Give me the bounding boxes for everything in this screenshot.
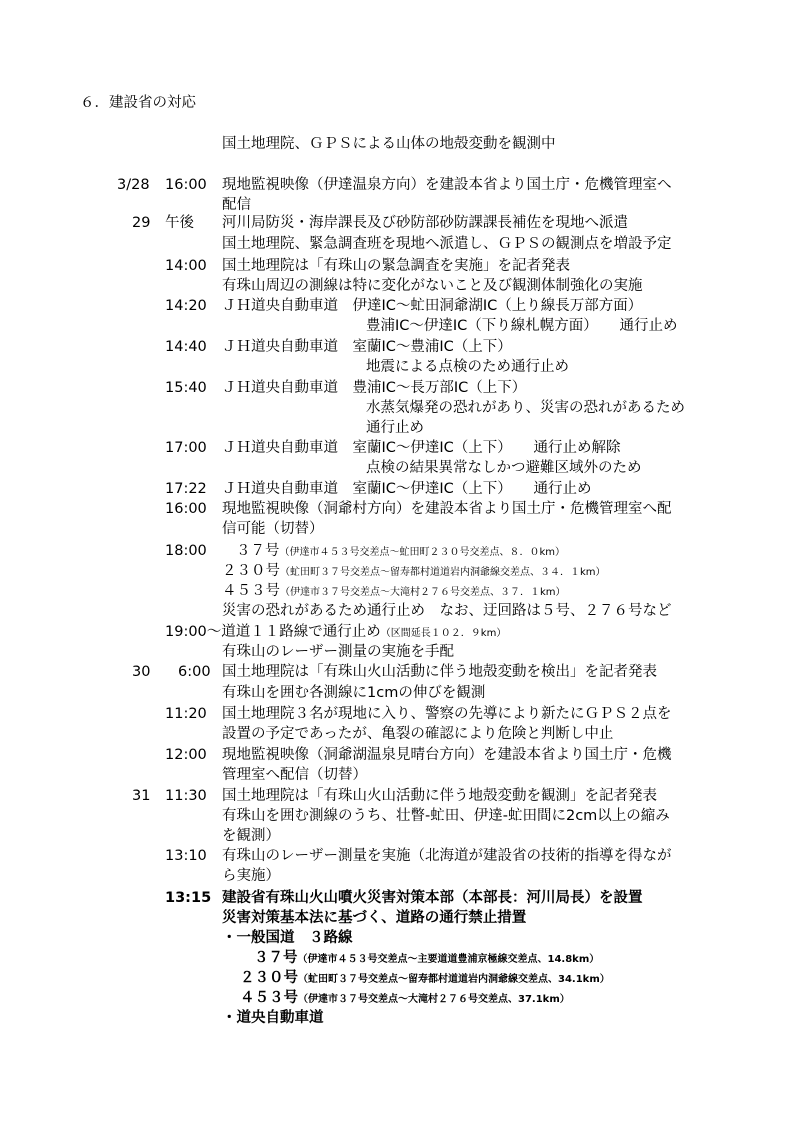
road-closure: ３７号（伊達市４５３号交差点～主要道道豊浦京極線交差点、14.8km）	[254, 950, 600, 966]
entry-text: 現地監視映像（洞爺村方向）を建設本省より国土庁・危機管理室へ配	[222, 501, 672, 517]
entry-text: ・道央自動車道	[222, 1010, 324, 1026]
entry-text: 豊浦IC～伊達IC（下り線札幌方面） 通行止め	[366, 318, 678, 334]
road-closure: ３７号（伊達市４５３号交差点～虻田町２３０号交差点、８．０km）	[236, 543, 566, 559]
entry-text: 水蒸気爆発の恐れがあり、災害の恐れがあるため	[366, 400, 685, 416]
entry-text: 国土地理院３名が現地に入り、警察の先導により新たにＧＰＳ２点を	[222, 706, 672, 722]
entry-text: を観測）	[222, 828, 280, 844]
entry-time: 16:00	[165, 501, 207, 517]
entry-time: 11:20	[165, 706, 207, 722]
entry-text: 管理室へ配信（切替）	[222, 767, 367, 783]
entry-text: 有珠山周辺の測線は特に変化がないこと及び観測体制強化の実施	[222, 278, 643, 294]
entry-text: 災害対策基本法に基づく、道路の通行禁止措置	[222, 910, 527, 926]
entry-time: 14:20	[165, 298, 207, 314]
entry-time: 13:15	[165, 890, 212, 906]
entry-line: 19:00～道道１１路線で通行止め（区間延長１０２．９km）	[165, 624, 507, 640]
entry-text: ＪＨ道央自動車道 豊浦IC～長万部IC（上下）	[222, 380, 527, 396]
entry-text: ら実施）	[222, 868, 280, 884]
entry-text: ＪＨ道央自動車道 伊達IC～虻田洞爺湖IC（上り線長万部方面）	[222, 298, 643, 314]
entry-date: 29	[132, 215, 151, 231]
entry-text: ＪＨ道央自動車道 室蘭IC～豊浦IC（上下）	[222, 339, 512, 355]
entry-text: 現地監視映像（伊達温泉方向）を建設本省より国土庁・危機管理室へ	[222, 177, 672, 193]
entry-time: 18:00	[165, 543, 207, 559]
intro-line: 国土地理院、ＧＰＳによる山体の地殻変動を観測中	[222, 136, 556, 152]
entry-text: 地震による点検のため通行止め	[366, 359, 569, 375]
entry-text: 有珠山のレーザー測量の実施を手配	[222, 644, 454, 660]
entry-time: 17:00	[165, 440, 207, 456]
entry-time: 16:00	[165, 177, 207, 193]
entry-text: ＪＨ道央自動車道 室蘭IC～伊達IC（上下） 通行止め解除	[222, 440, 621, 456]
entry-text: 国土地理院、緊急調査班を現地へ派遣し、ＧＰＳの観測点を増設予定	[222, 236, 672, 252]
entry-text: 現地監視映像（洞爺湖温泉見晴台方向）を建設本省より国土庁・危機	[222, 747, 672, 763]
entry-text: 有珠山を囲む測線のうち、壮瞥-虻田、伊達-虻田間に2cm以上の縮み	[222, 808, 670, 824]
entry-time: 午後	[165, 215, 194, 231]
entry-date: 30	[132, 664, 151, 680]
entry-time: 6:00	[178, 664, 211, 680]
entry-text: 災害の恐れがあるため通行止め なお、迂回路は５号、２７６号など	[222, 603, 672, 619]
road-closure: ２３０号（虻田町３７号交差点～留寿都村道道岩内洞爺線交差点、３４．１km）	[222, 563, 606, 579]
entry-text: 信可能（切替）	[222, 521, 324, 537]
entry-text: 国土地理院は「有珠山火山活動に伴う地殻変動を観測」を記者発表	[222, 788, 657, 804]
entry-time: 17:22	[165, 481, 207, 497]
section-heading: ６．建設省の対応	[80, 95, 196, 111]
entry-time: 15:40	[165, 380, 207, 396]
road-closure: ４５３号（伊達市３７号交差点～大滝村２７６号交差点、３７．１km）	[222, 583, 566, 599]
entry-date: 3/28	[117, 177, 150, 193]
entry-text: 国土地理院は「有珠山の緊急調査を実施」を記者発表	[222, 258, 570, 274]
entry-text: 有珠山のレーザー測量を実施（北海道が建設省の技術的指導を得なが	[222, 848, 672, 864]
road-closure: ２３０号（虻田町３７号交差点～留寿都村道道岩内洞爺線交差点、34.1km）	[240, 970, 610, 986]
entry-text: 建設省有珠山火山噴火災害対策本部（本部長：河川局長）を設置	[222, 890, 643, 906]
entry-text: 設置の予定であったが、亀裂の確認により危険と判断し中止	[222, 726, 614, 742]
entry-text: ＪＨ道央自動車道 室蘭IC～伊達IC（上下） 通行止め	[222, 481, 592, 497]
entry-text: 通行止め	[366, 420, 424, 436]
road-closure: ４５３号（伊達市３７号交差点～大滝村２７６号交差点、37.1km）	[240, 990, 570, 1006]
entry-time: 14:40	[165, 339, 207, 355]
entry-text: 点検の結果異常なしかつ避難区域外のため	[366, 460, 642, 476]
entry-text: 配信	[222, 197, 251, 213]
entry-time: 14:00	[165, 258, 207, 274]
entry-text: 有珠山を囲む各測線に1cmの伸びを観測	[222, 685, 486, 701]
entry-text: ・一般国道 ３路線	[222, 930, 353, 946]
entry-time: 13:10	[165, 848, 207, 864]
entry-time: 12:00	[165, 747, 207, 763]
entry-text: 河川局防災・海岸課長及び砂防部砂防課課長補佐を現地へ派遣	[222, 215, 628, 231]
entry-text: 国土地理院は「有珠山火山活動に伴う地殻変動を検出」を記者発表	[222, 664, 657, 680]
entry-date: 31	[132, 788, 151, 804]
entry-time: 11:30	[165, 788, 207, 804]
